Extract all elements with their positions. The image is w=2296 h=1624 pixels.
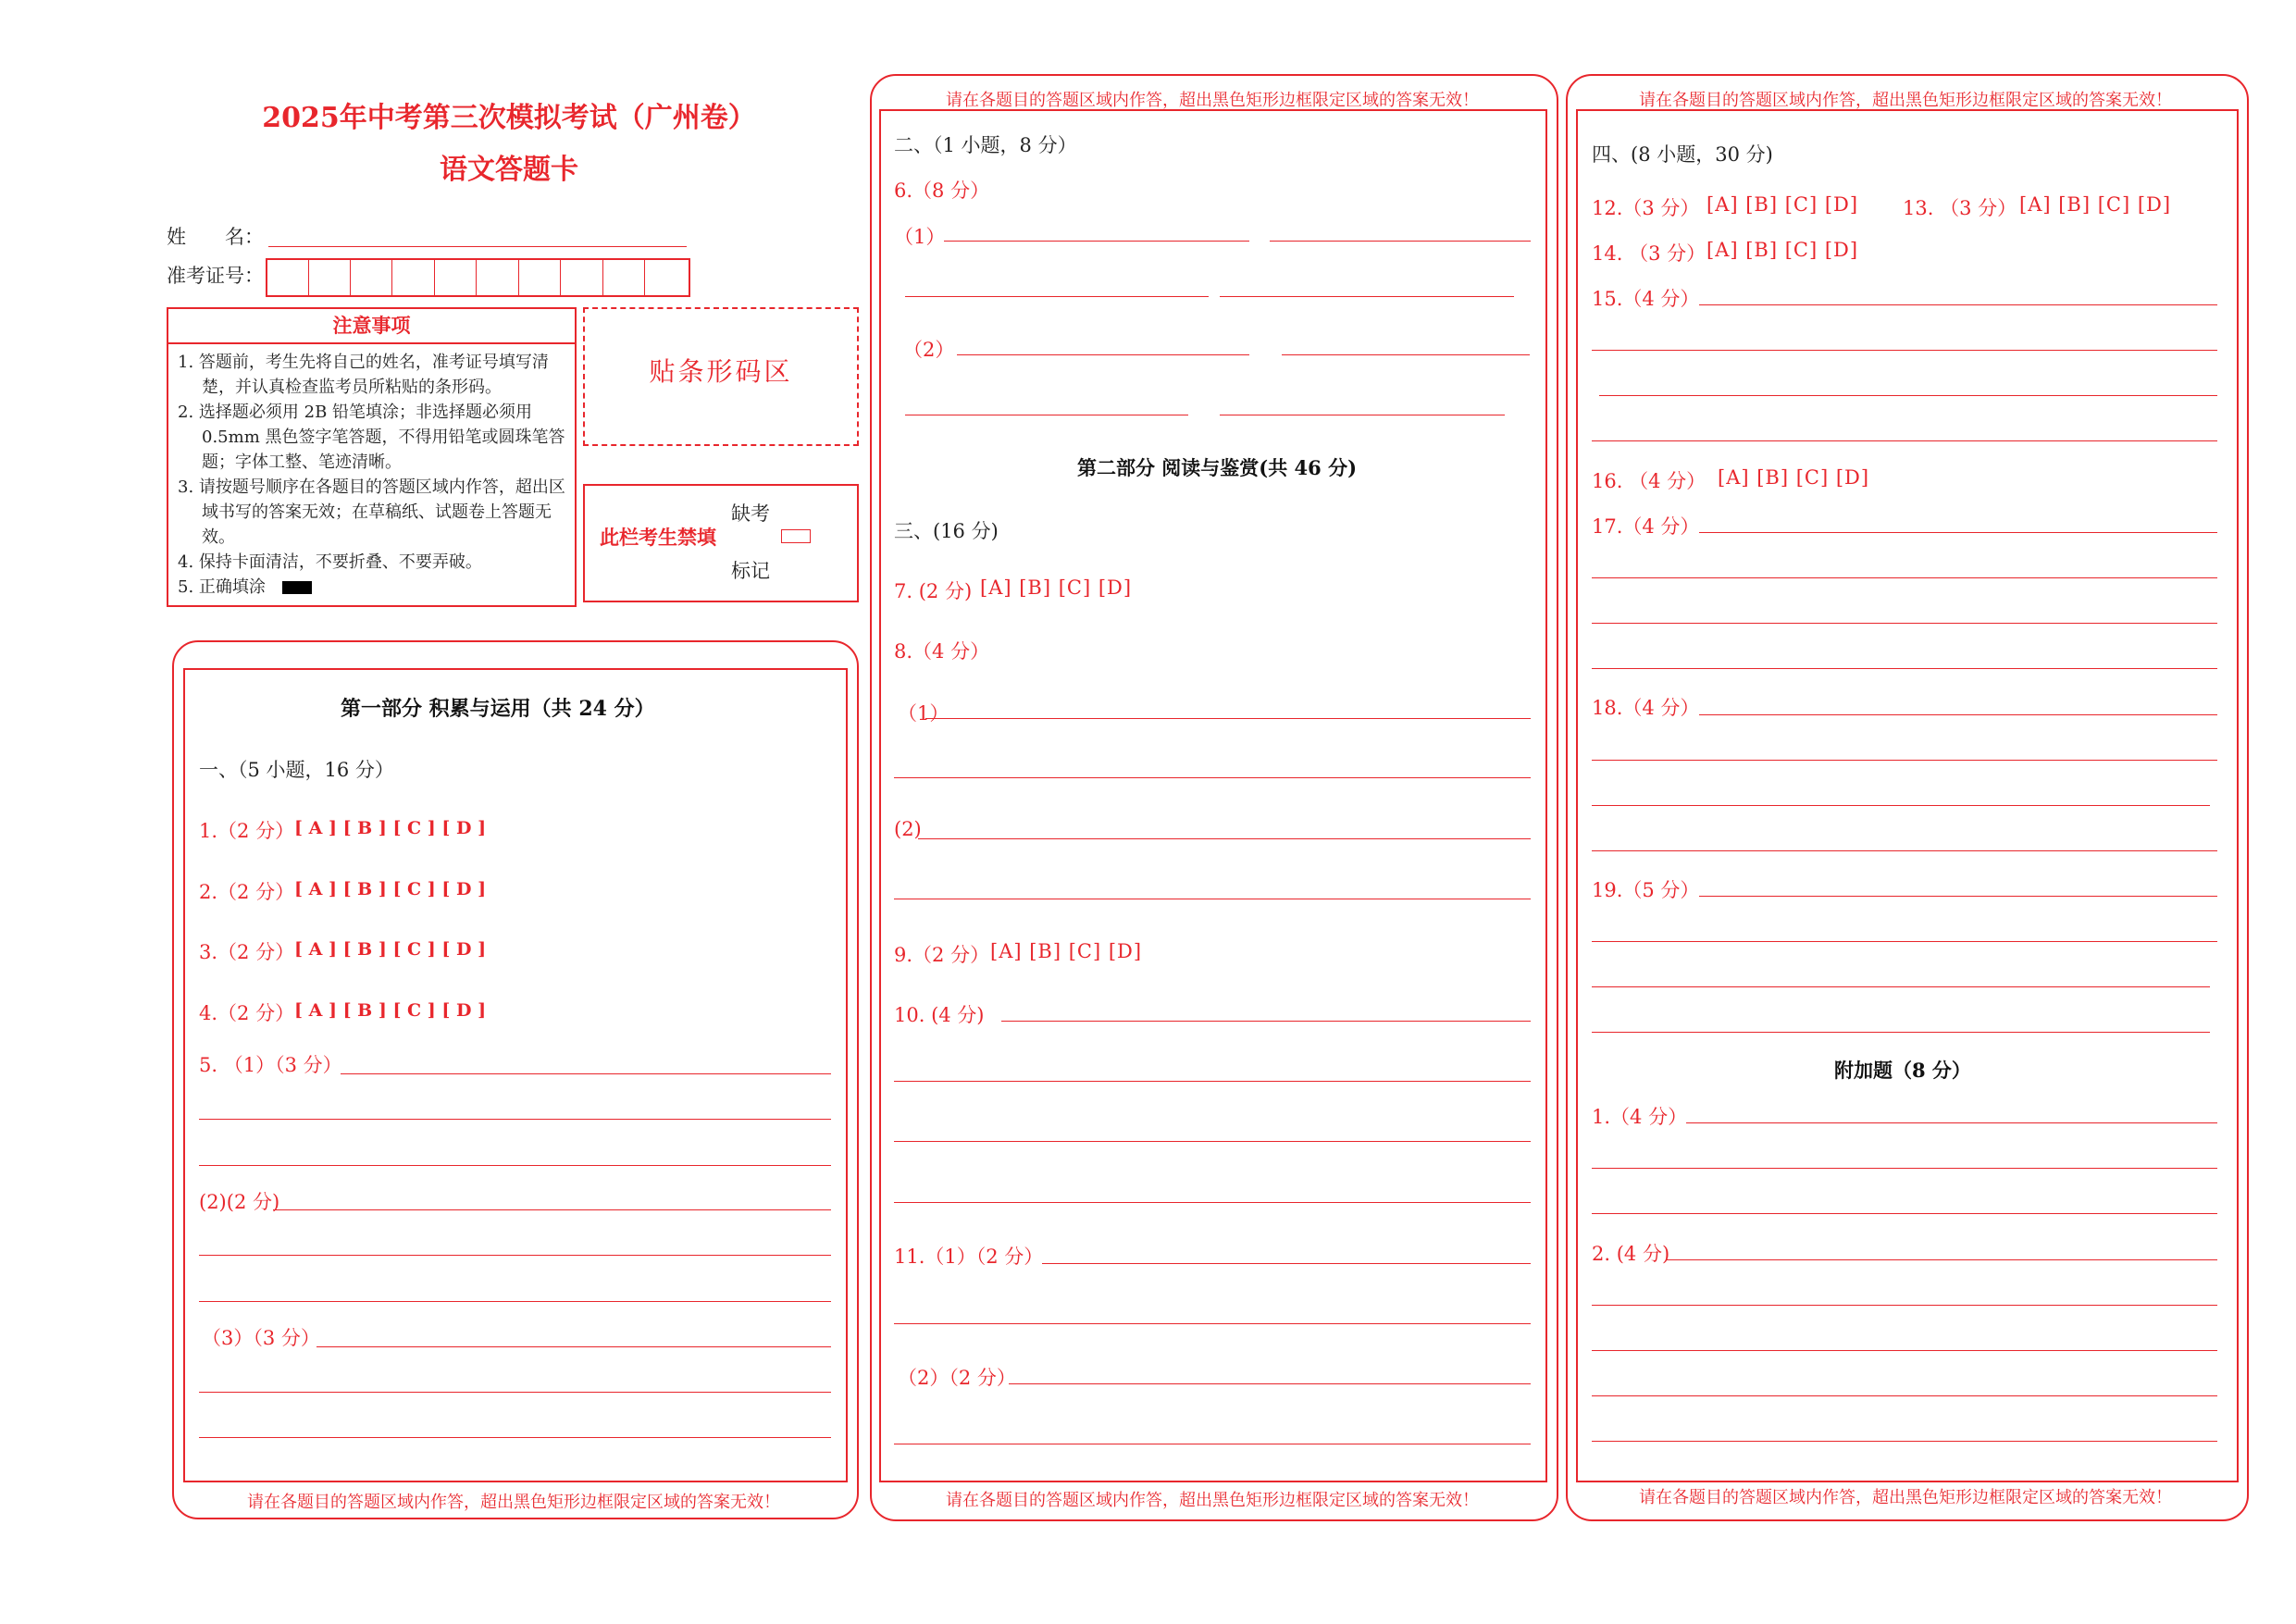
answer-line[interactable] [1592, 1213, 2217, 1214]
q13-label: 13. （3 分） [1903, 197, 2017, 219]
q3-options[interactable]: [ A ] [ B ] [ C ] [ D ] [294, 939, 487, 960]
answer-line[interactable] [1592, 850, 2217, 851]
q6-2-label: （2） [903, 339, 955, 361]
answer-line[interactable] [1592, 760, 2217, 761]
absent-top-label: 缺考 [731, 502, 770, 525]
notice-item: 5. 正确填涂 [178, 577, 266, 597]
warning-text: 请在各题目的答题区域内作答，超出黑色矩形边框限定区域的答案无效！ [946, 1491, 1479, 1510]
warning-text: 请在各题目的答题区域内作答，超出黑色矩形边框限定区域的答案无效！ [946, 91, 1479, 110]
absent-bottom-label: 标记 [731, 560, 770, 582]
answer-line[interactable] [1592, 986, 2210, 987]
part1-title: 第一部分 积累与运用（共 24 分） [341, 697, 655, 721]
q4-label: 4.（2 分） [199, 1002, 295, 1024]
absent-box [583, 484, 859, 602]
q5-3-label: （3）（3 分） [202, 1327, 320, 1349]
answer-line[interactable] [199, 1119, 831, 1120]
answer-line[interactable] [1666, 1259, 2217, 1260]
part2-title: 第二部分 阅读与鉴赏(共 46 分) [1077, 456, 1358, 479]
warning-text: 请在各题目的答题区域内作答，超出黑色矩形边框限定区域的答案无效！ [1639, 91, 2172, 110]
q12-label: 12.（3 分） [1592, 197, 1700, 219]
bonus-q2-label: 2. (4 分) [1592, 1243, 1670, 1265]
answer-line[interactable] [905, 296, 1209, 297]
answer-line[interactable] [199, 1255, 831, 1256]
absent-label: 此栏考生禁填 [600, 526, 716, 549]
id-label: 准考证号： [167, 265, 264, 287]
answer-line[interactable] [273, 1209, 831, 1210]
answer-line[interactable] [1592, 941, 2217, 942]
q12-options[interactable]: [A] [B] [C] [D] [1706, 193, 1859, 216]
barcode-label: 贴条形码区 [649, 356, 793, 387]
answer-line[interactable] [1042, 1263, 1531, 1264]
answer-line[interactable] [1699, 532, 2217, 533]
answer-line[interactable] [1592, 1032, 2210, 1033]
answer-line[interactable] [925, 718, 1531, 719]
q11-1-label: 11.（1）（2 分） [894, 1246, 1044, 1268]
q10-label: 10. (4 分) [894, 1004, 985, 1026]
q13-options[interactable]: [A] [B] [C] [D] [2019, 193, 2172, 216]
answer-line[interactable] [316, 1346, 831, 1347]
answer-line[interactable] [1270, 241, 1531, 242]
q8-1-label: （1） [898, 702, 949, 725]
notice-item: 4. 保持卡面清洁，不要折叠、不要弄破。 [178, 552, 482, 572]
id-number-grid[interactable] [266, 258, 690, 297]
answer-line[interactable] [1009, 1383, 1531, 1384]
q8-2-label: (2) [894, 818, 922, 840]
answer-line[interactable] [199, 1437, 831, 1438]
q3-label: 3.（2 分） [199, 941, 295, 963]
answer-line[interactable] [199, 1165, 831, 1166]
barcode-area [583, 307, 859, 446]
col2-answer-area [879, 109, 1547, 1482]
absent-mark-box[interactable] [781, 529, 811, 543]
warning-text: 请在各题目的答题区域内作答，超出黑色矩形边框限定区域的答案无效！ [1639, 1488, 2172, 1507]
answer-line[interactable] [1699, 714, 2217, 715]
answer-line[interactable] [1592, 1305, 2217, 1306]
answer-line[interactable] [199, 1301, 831, 1302]
filled-mark-example [282, 581, 312, 594]
notice-box [167, 307, 577, 607]
q7-options[interactable]: [A] [B] [C] [D] [980, 576, 1133, 599]
section2-label: 二、（1 小题，8 分） [894, 134, 1077, 156]
answer-line[interactable] [1699, 304, 2217, 305]
notice-title: 注意事项 [168, 309, 575, 344]
q4-options[interactable]: [ A ] [ B ] [ C ] [ D ] [294, 1000, 487, 1021]
q16-label: 16. （4 分） [1592, 470, 1706, 492]
q1-options[interactable]: [ A ] [ B ] [ C ] [ D ] [294, 818, 487, 838]
warning-text: 请在各题目的答题区域内作答，超出黑色矩形边框限定区域的答案无效！ [247, 1493, 780, 1512]
answer-line[interactable] [894, 777, 1531, 778]
answer-line[interactable] [1592, 805, 2210, 806]
q7-label: 7. (2 分) [894, 580, 973, 602]
bonus-q1-label: 1.（4 分） [1592, 1106, 1688, 1128]
notice-item: 2. 选择题必须用 2B 铅笔填涂；非选择题必须用 0.5mm 黑色签字笔答题，不得用铅笔或圆珠笔答题；字体工整、笔迹清晰。 [178, 403, 565, 472]
q11-2-label: （2）（2 分） [898, 1367, 1016, 1389]
answer-line[interactable] [1686, 1122, 2217, 1123]
notice-item: 1. 答题前，考生先将自己的姓名，准考证号填写清楚，并认真检查监考员所粘贴的条形码。 [178, 353, 549, 397]
answer-line[interactable] [1592, 623, 2217, 624]
answer-line[interactable] [944, 241, 1249, 242]
q6-1-label: （1） [894, 226, 946, 248]
answer-line[interactable] [1282, 354, 1530, 355]
answer-line[interactable] [1592, 1441, 2217, 1442]
q9-label: 9.（2 分） [894, 944, 990, 966]
q8-label: 8.（4 分） [894, 640, 990, 663]
q2-label: 2.（2 分） [199, 881, 295, 903]
answer-line[interactable] [199, 1392, 831, 1393]
answer-line[interactable] [1592, 668, 2217, 669]
answer-line[interactable] [341, 1073, 831, 1074]
q16-options[interactable]: [A] [B] [C] [D] [1718, 466, 1870, 489]
q5-1-label: 5. （1）（3 分） [199, 1054, 342, 1076]
answer-line[interactable] [894, 1323, 1531, 1324]
name-field[interactable] [268, 246, 687, 247]
answer-line[interactable] [1592, 577, 2217, 578]
q1-label: 1.（2 分） [199, 820, 295, 842]
answer-line[interactable] [918, 838, 1531, 839]
name-label: 姓 名： [167, 226, 264, 248]
q2-options[interactable]: [ A ] [ B ] [ C ] [ D ] [294, 879, 487, 899]
answer-line[interactable] [1599, 395, 2217, 396]
answer-line[interactable] [1592, 440, 2217, 441]
section4-label: 四、(8 小题，30 分) [1592, 143, 1773, 166]
answer-line[interactable] [894, 1081, 1531, 1082]
q17-label: 17.（4 分） [1592, 515, 1700, 538]
exam-title: 2025年中考第三次模拟考试（广州卷） [262, 102, 756, 134]
answer-line[interactable] [957, 354, 1249, 355]
q9-options[interactable]: [A] [B] [C] [D] [990, 940, 1143, 962]
q14-label: 14. （3 分） [1592, 242, 1706, 265]
answer-line[interactable] [894, 1202, 1531, 1203]
answer-line[interactable] [894, 1141, 1531, 1142]
q15-label: 15.（4 分） [1592, 288, 1700, 310]
answer-line[interactable] [1220, 296, 1514, 297]
answer-line[interactable] [1592, 1168, 2217, 1169]
answer-line[interactable] [1699, 896, 2217, 897]
bonus-title: 附加题（8 分） [1834, 1059, 1971, 1082]
notice-item: 3. 请按题号顺序在各题目的答题区域内作答，超出区域书写的答案无效；在草稿纸、试题卷上答题无效。 [178, 477, 565, 547]
section1-label: 一、（5 小题，16 分） [199, 759, 394, 781]
answer-line[interactable] [1001, 1021, 1531, 1022]
q19-label: 19.（5 分） [1592, 879, 1700, 901]
q14-options[interactable]: [A] [B] [C] [D] [1706, 239, 1859, 261]
section3-label: 三、(16 分) [894, 520, 999, 542]
col3-answer-area [1576, 109, 2239, 1482]
q5-2-label: (2)(2 分) [199, 1191, 280, 1213]
card-subtitle: 语文答题卡 [440, 154, 578, 186]
answer-line[interactable] [1592, 350, 2217, 351]
answer-line[interactable] [1592, 1350, 2217, 1351]
answer-line[interactable] [1592, 1395, 2217, 1396]
q6-label: 6.（8 分） [894, 180, 990, 202]
q18-label: 18.（4 分） [1592, 697, 1700, 719]
